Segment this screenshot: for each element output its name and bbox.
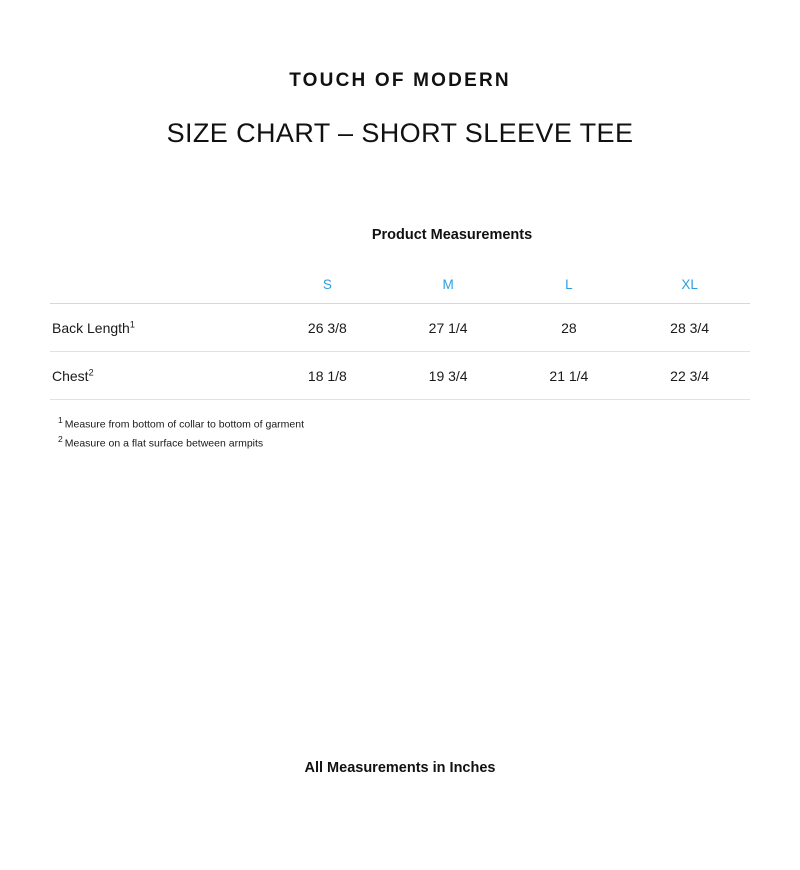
cell-chest-l: 21 1/4	[549, 367, 589, 384]
units-note: All Measurements in Inches	[304, 760, 496, 776]
cell-back-length-l: 28	[561, 319, 577, 336]
cell-chest-m: 19 3/4	[428, 367, 468, 384]
cell-chest-xl: 22 3/4	[670, 367, 710, 384]
cell-chest-s: 18 1/8	[307, 367, 347, 384]
page-title: SIZE CHART – SHORT SLEEVE TEE	[166, 118, 634, 148]
table-header-row	[50, 265, 750, 304]
cell-back-length-xl: 28 3/4	[670, 319, 710, 336]
footnote-1	[58, 414, 750, 433]
column-header-l: L	[565, 276, 573, 292]
column-header-m: M	[442, 276, 454, 292]
size-chart-page	[0, 70, 800, 870]
footnote-marker: 2	[88, 366, 94, 377]
table-body	[50, 304, 750, 400]
footnote-1-text: Measure from bottom of collar to bottom of garment	[64, 418, 305, 431]
table-row	[50, 304, 750, 352]
column-header-label	[50, 265, 267, 304]
table-row	[50, 352, 750, 400]
footnote-2-text: Measure on a flat surface between armpits	[64, 437, 264, 450]
size-table	[50, 265, 750, 400]
row-label-chest	[50, 352, 267, 400]
column-header-xl: XL	[681, 276, 698, 292]
column-header-s: S	[322, 276, 332, 292]
cell-back-length-m: 27 1/4	[428, 319, 468, 336]
footnotes	[50, 414, 750, 451]
measurements-section	[50, 227, 750, 451]
cell-back-length-s: 26 3/8	[307, 319, 347, 336]
row-label-back-length	[50, 304, 267, 352]
row-label-text: Back Length	[52, 319, 130, 336]
footnote-marker: 1	[129, 318, 135, 329]
footnote-1-marker: 1	[58, 415, 63, 425]
brand-wordmark: TOUCH OF MODERN	[289, 70, 511, 91]
footnote-2	[58, 433, 750, 452]
row-label-text: Chest	[52, 367, 89, 384]
table-header	[50, 265, 750, 304]
footnote-2-marker: 2	[58, 433, 63, 444]
table-caption: Product Measurements	[371, 227, 533, 243]
